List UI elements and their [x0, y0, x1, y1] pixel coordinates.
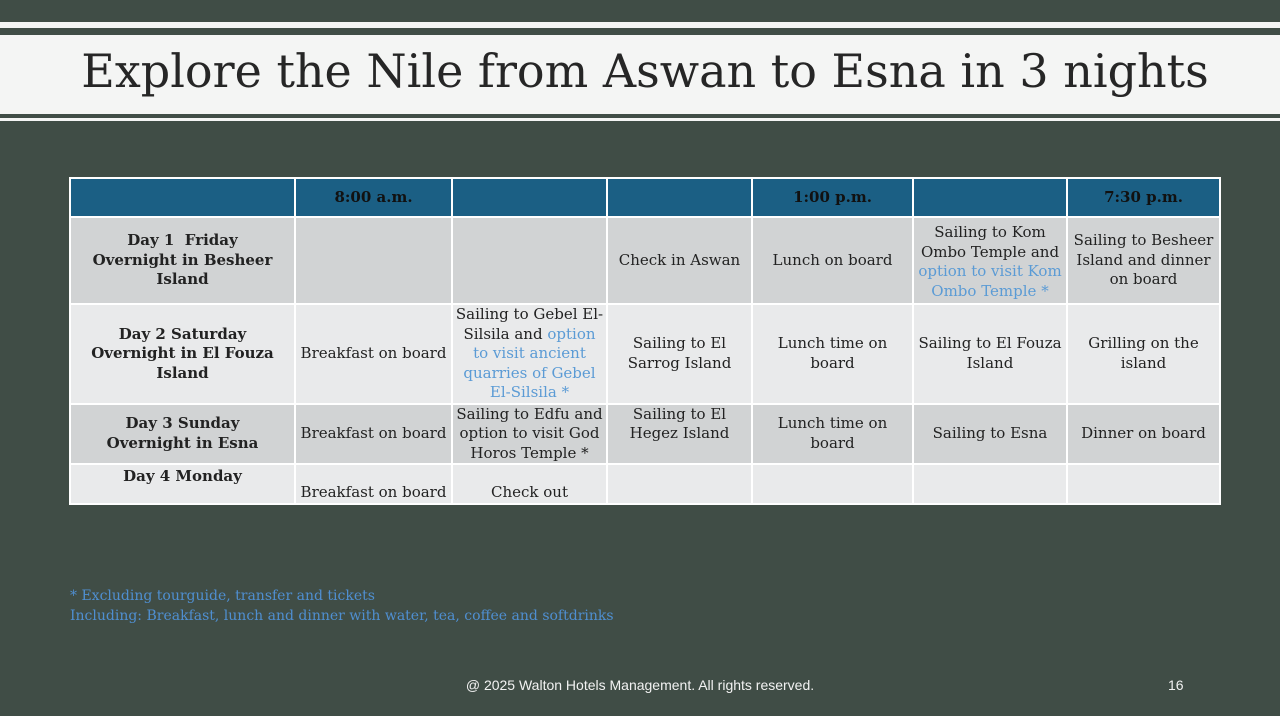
table-cell: Breakfast on board — [295, 304, 452, 404]
table-cell: Dinner on board — [1067, 404, 1220, 465]
header-cell — [70, 178, 295, 217]
table-cell: Check in Aswan — [607, 217, 752, 304]
table-row — [70, 404, 1220, 465]
table-cell: Sailing to El Sarrog Island — [607, 304, 752, 404]
table-cell — [452, 304, 607, 404]
optional-activity-text: option to visit ancient quarries of Gebel El-Silsila * — [463, 324, 596, 401]
day-label: Day 4 Monday — [123, 467, 242, 485]
copyright-footer — [0, 677, 1280, 693]
title-divider-bottom — [0, 114, 1280, 118]
table-cell — [607, 464, 752, 504]
footnote-exclusions: * Excluding tourguide, transfer and tickets — [70, 588, 375, 604]
table-cell — [295, 217, 452, 304]
table-cell: Lunch time on board — [752, 304, 913, 404]
header-cell — [607, 178, 752, 217]
table-cell — [452, 217, 607, 304]
footnotes — [70, 586, 614, 626]
table-cell — [1067, 464, 1220, 504]
table-cell: Check out — [452, 464, 607, 504]
table-cell — [913, 217, 1067, 304]
copyright-text: @ 2025 Walton Hotels Management. All rights reserved. — [465, 677, 815, 693]
overnight-label: Overnight in El Fouza Island — [91, 344, 274, 382]
page-number: 16 — [1168, 677, 1184, 693]
footnote-inclusions: Including: Breakfast, lunch and dinner with water, tea, coffee and softdrinks — [70, 608, 614, 624]
table-row — [70, 464, 1220, 504]
table-cell: Breakfast on board — [295, 464, 452, 504]
table-cell: Sailing to El Fouza Island — [913, 304, 1067, 404]
slide-title: Explore the Nile from Aswan to Esna in 3 nights — [81, 44, 1209, 98]
header-cell — [913, 178, 1067, 217]
table-cell: Grilling on the island — [1067, 304, 1220, 404]
optional-activity-text: option to visit Kom Ombo Temple * — [918, 262, 1062, 300]
table-cell: Sailing to Besheer Island and dinner on board — [1067, 217, 1220, 304]
header-cell: 8:00 a.m. — [295, 178, 452, 217]
optional-activity-text: Sailing to Edfu and option to visit God Horos Temple * — [452, 404, 607, 465]
day-cell — [70, 464, 295, 504]
day-label: Day 2 Saturday — [118, 324, 247, 343]
table-cell — [752, 464, 913, 504]
table-cell: Lunch time on board — [752, 404, 913, 465]
header-cell — [452, 178, 607, 217]
itinerary-table — [69, 177, 1221, 505]
table-row — [70, 217, 1220, 304]
day-label: Day 3 Sunday — [125, 414, 240, 433]
table-header-row — [70, 178, 1220, 217]
table-cell: Sailing to El Hegez Island — [607, 404, 752, 465]
overnight-label: Overnight in Esna — [106, 433, 259, 452]
table-cell: Sailing to Esna — [913, 404, 1067, 465]
activity-text: Sailing to Gebel El-Silsila and — [455, 305, 604, 343]
title-divider-top — [0, 28, 1280, 35]
header-cell: 1:00 p.m. — [752, 178, 913, 217]
activity-text: Sailing to Kom Ombo Temple and — [920, 223, 1060, 261]
day-cell — [70, 217, 295, 304]
day-cell — [70, 404, 295, 465]
overnight-label: Overnight in Besheer Island — [92, 250, 273, 289]
day-label: Day 1 Friday — [127, 231, 238, 250]
table-cell: Lunch on board — [752, 217, 913, 304]
table-cell — [913, 464, 1067, 504]
table-row — [70, 304, 1220, 404]
header-cell: 7:30 p.m. — [1067, 178, 1220, 217]
day-cell — [70, 304, 295, 404]
table-cell: Breakfast on board — [295, 404, 452, 465]
